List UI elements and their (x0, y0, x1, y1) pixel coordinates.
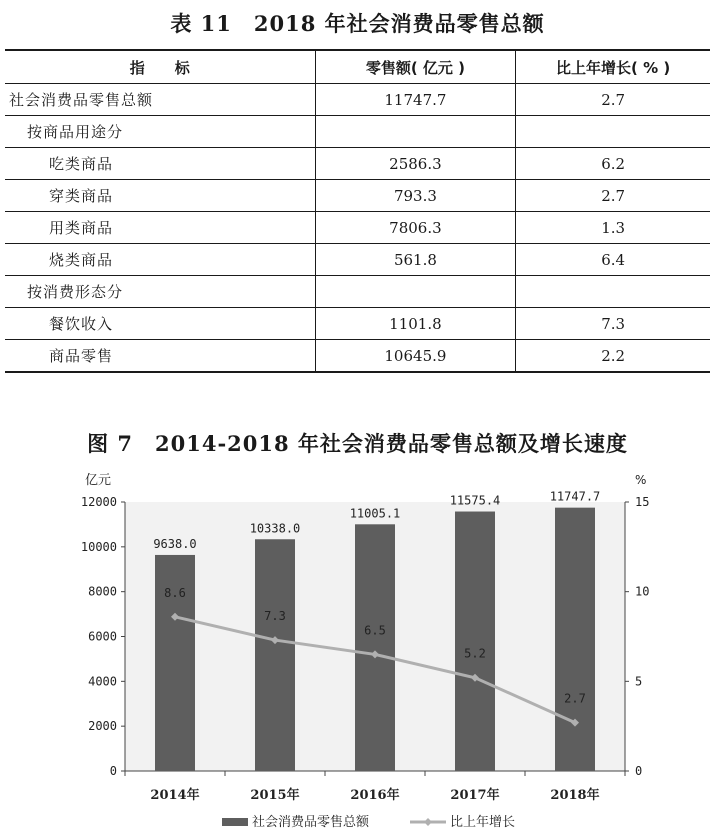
row-retail-value: 561.8 (315, 244, 516, 276)
row-growth-rate: 1.3 (516, 212, 710, 244)
bar-value-label: 11747.7 (549, 489, 601, 504)
row-growth-rate: 6.4 (516, 244, 710, 276)
y2-tick-label: 0 (635, 764, 643, 778)
y-axis-title: 亿元 (85, 473, 112, 488)
row-retail-value (315, 116, 516, 148)
row-retail-value: 11747.7 (315, 84, 516, 116)
x-category-label: 2014年 (150, 788, 200, 803)
row-retail-value: 793.3 (315, 180, 516, 212)
table-row (5, 276, 710, 308)
y-tick-label: 10000 (80, 539, 117, 554)
bar-retail-total (555, 508, 595, 771)
row-retail-value: 7806.3 (315, 212, 516, 244)
y2-tick-label: 5 (635, 674, 643, 689)
y2-tick-label: 10 (635, 584, 650, 599)
row-growth-rate: 2.7 (516, 180, 710, 212)
bar-value-label: 10338.0 (249, 521, 301, 536)
row-indicator-name: 穿类商品 (5, 180, 315, 212)
table-row (5, 308, 710, 340)
table-row (5, 340, 710, 373)
row-indicator-name: 按商品用途分 (5, 116, 315, 148)
chart-title: 图 7 2014-2018 年社会消费品零售总额及增长速度 (87, 431, 628, 456)
table-row (5, 212, 710, 244)
row-growth-rate (516, 276, 710, 308)
bar-value-label: 11005.1 (349, 506, 401, 521)
table-row (5, 148, 710, 180)
row-growth-rate: 7.3 (516, 308, 710, 340)
retail-sales-table (5, 49, 710, 373)
bar-retail-total (355, 524, 395, 771)
legend-line-marker (424, 818, 432, 826)
bar-value-label: 11575.4 (449, 493, 501, 508)
y2-tick-label: 15 (635, 495, 650, 509)
table-title: 表 11 2018 年社会消费品零售总额 (170, 11, 545, 36)
table-row (5, 116, 710, 148)
growth-value-label: 5.2 (464, 646, 486, 661)
y-tick-label: 4000 (88, 674, 117, 689)
y-tick-label: 12000 (80, 495, 117, 509)
table-row (5, 84, 710, 116)
row-indicator-name: 商品零售 (5, 340, 315, 373)
y-tick-label: 8000 (88, 584, 117, 599)
y-tick-label: 2000 (88, 719, 117, 734)
header-indicator: 指 标 (5, 50, 315, 84)
row-indicator-name: 烧类商品 (5, 244, 315, 276)
row-indicator-name: 按消费形态分 (5, 276, 315, 308)
table-header-row (5, 50, 710, 84)
x-category-label: 2015年 (250, 788, 300, 803)
row-growth-rate: 2.7 (516, 84, 710, 116)
x-category-label: 2016年 (350, 788, 400, 803)
table-row (5, 180, 710, 212)
growth-value-label: 8.6 (164, 585, 186, 600)
row-indicator-name: 餐饮收入 (5, 308, 315, 340)
legend-bar-swatch (222, 818, 248, 826)
row-growth-rate: 2.2 (516, 340, 710, 373)
y-tick-label: 6000 (88, 629, 117, 644)
table-body (5, 84, 710, 373)
header-growth: 比上年增长( % ) (516, 50, 710, 84)
row-retail-value: 2586.3 (315, 148, 516, 180)
row-indicator-name: 吃类商品 (5, 148, 315, 180)
row-retail-value: 10645.9 (315, 340, 516, 373)
growth-value-label: 6.5 (364, 623, 386, 638)
y2-axis-title: % (635, 473, 647, 487)
row-retail-value (315, 276, 516, 308)
growth-value-label: 2.7 (564, 691, 586, 706)
y-tick-label: 0 (109, 764, 117, 778)
row-indicator-name: 社会消费品零售总额 (5, 84, 315, 116)
table-row (5, 244, 710, 276)
bar-retail-total (455, 512, 495, 771)
header-retail-value: 零售额( 亿元 ) (315, 50, 516, 84)
legend-line-label: 比上年增长 (450, 815, 516, 830)
row-indicator-name: 用类商品 (5, 212, 315, 244)
row-growth-rate: 6.2 (516, 148, 710, 180)
bar-value-label: 9638.0 (153, 536, 197, 551)
growth-value-label: 7.3 (264, 609, 286, 624)
x-category-label: 2017年 (450, 788, 500, 803)
row-retail-value: 1101.8 (315, 308, 516, 340)
retail-sales-chart (0, 462, 715, 835)
row-growth-rate (516, 116, 710, 148)
x-category-label: 2018年 (550, 788, 600, 803)
bar-retail-total (255, 539, 295, 771)
legend-bar-label: 社会消费品零售总额 (252, 815, 370, 830)
